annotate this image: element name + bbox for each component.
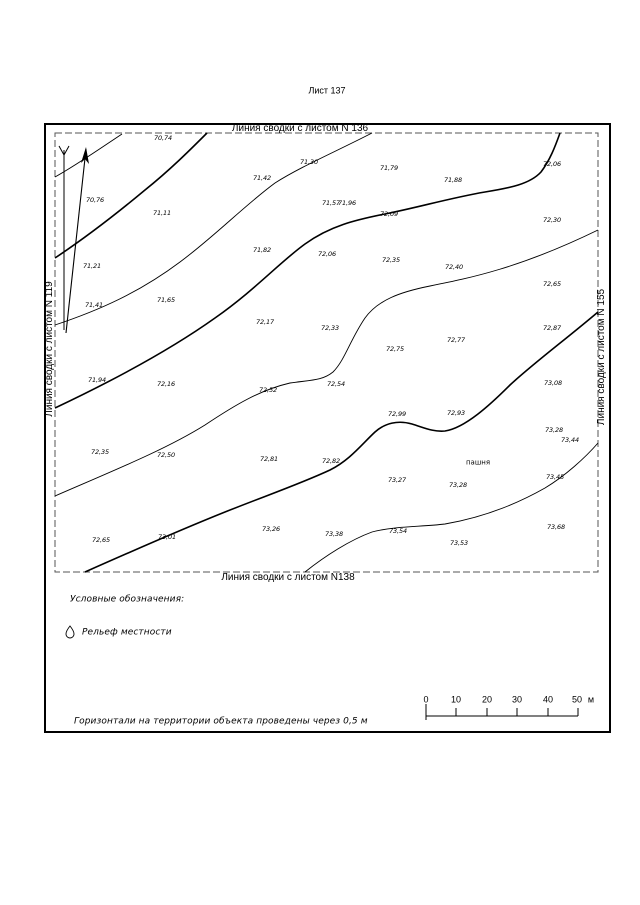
spot-height: 73,26 [261, 524, 281, 533]
spot-height: 73,08 [543, 378, 563, 387]
land-use-label: пашня [465, 458, 491, 467]
spot-height: 72,35 [381, 255, 401, 264]
edge-label-bottom: Линия сводки с листом N138 [221, 572, 355, 583]
spot-height: 71,11 [152, 208, 172, 217]
edge-label-right: Линия сводки с листом N 155 [596, 288, 607, 426]
contour-line-index [55, 133, 563, 408]
sheet-title: Лист 137 [308, 85, 346, 96]
spot-height: 72,81 [259, 454, 279, 463]
scale-tick-label: 10 [450, 694, 462, 705]
spot-height: 71,79 [379, 163, 399, 172]
edge-label-left: Линия сводки с листом N 119 [44, 281, 55, 417]
scale-tick-label: 0 [423, 694, 429, 705]
spot-height: 73,54 [388, 526, 408, 535]
spot-height: 72,75 [385, 344, 405, 353]
spot-height: 71,88 [443, 175, 463, 184]
spot-height: 73,27 [387, 475, 407, 484]
spot-height: 72,06 [317, 249, 337, 258]
spot-height: 71,21 [82, 261, 102, 270]
spot-height: 72,65 [91, 535, 111, 544]
spot-height: 72,52 [258, 385, 278, 394]
scale-tick-label: 20 [481, 694, 493, 705]
spot-height: 71,65 [156, 295, 176, 304]
scale-tick-label: 50 [571, 694, 583, 705]
sheet-frame [45, 124, 610, 732]
spot-height: 70,76 [85, 195, 105, 204]
contour-interval-note: Горизонтали на территории объекта проведены через 0,5 м [74, 716, 368, 727]
spot-height: 72,93 [446, 408, 466, 417]
legend-title: Условные обозначения: [70, 594, 185, 605]
spot-height: 72,33 [320, 323, 340, 332]
scale-bar [426, 704, 578, 720]
spot-height: 71,42 [252, 173, 272, 182]
legend-item-relief-label: Рельеф местности [82, 627, 172, 638]
spot-height: 72,06 [542, 159, 562, 168]
contour-line [305, 443, 598, 572]
spot-height: 72,99 [387, 409, 407, 418]
scale-tick-label: 40 [542, 694, 554, 705]
contour-line [55, 134, 122, 177]
spot-height: 72,50 [156, 450, 176, 459]
spot-height: 73,38 [324, 529, 344, 538]
spot-height: 72,87 [542, 323, 562, 332]
spot-height: 72,17 [255, 317, 275, 326]
spot-height: 72,65 [542, 279, 562, 288]
spot-height: 72,35 [90, 447, 110, 456]
relief-contour-icon [66, 626, 74, 638]
spot-height: 72,54 [326, 379, 346, 388]
spot-height: 71,30 [299, 157, 319, 166]
spot-height: 72,30 [542, 215, 562, 224]
spot-height: 71,82 [252, 245, 272, 254]
spot-height: 73,44 [560, 435, 580, 444]
spot-height: 71,96 [337, 198, 357, 207]
spot-height: 72,40 [444, 262, 464, 271]
spot-height: 73,53 [449, 538, 469, 547]
spot-height: 73,01 [157, 532, 177, 541]
spot-height: 73,28 [544, 425, 564, 434]
spot-height: 73,45 [545, 472, 565, 481]
contour-line-index [55, 133, 207, 258]
spot-height: 71,94 [87, 375, 107, 384]
spot-height: 70,74 [153, 133, 173, 142]
spot-height: 71,41 [84, 300, 104, 309]
spot-height: 73,28 [448, 480, 468, 489]
edge-label-top: Линия сводки с листом N 136 [231, 123, 369, 134]
contour-line [55, 133, 372, 325]
spot-height: 72,16 [156, 379, 176, 388]
spot-height: 72,77 [446, 335, 466, 344]
scale-unit-label: м [587, 694, 595, 705]
scale-tick-label: 30 [511, 694, 523, 705]
spot-height: 72,82 [321, 456, 341, 465]
spot-height: 72,09 [379, 209, 399, 218]
spot-height: 71,57 [321, 198, 341, 207]
spot-height: 73,68 [546, 522, 566, 531]
